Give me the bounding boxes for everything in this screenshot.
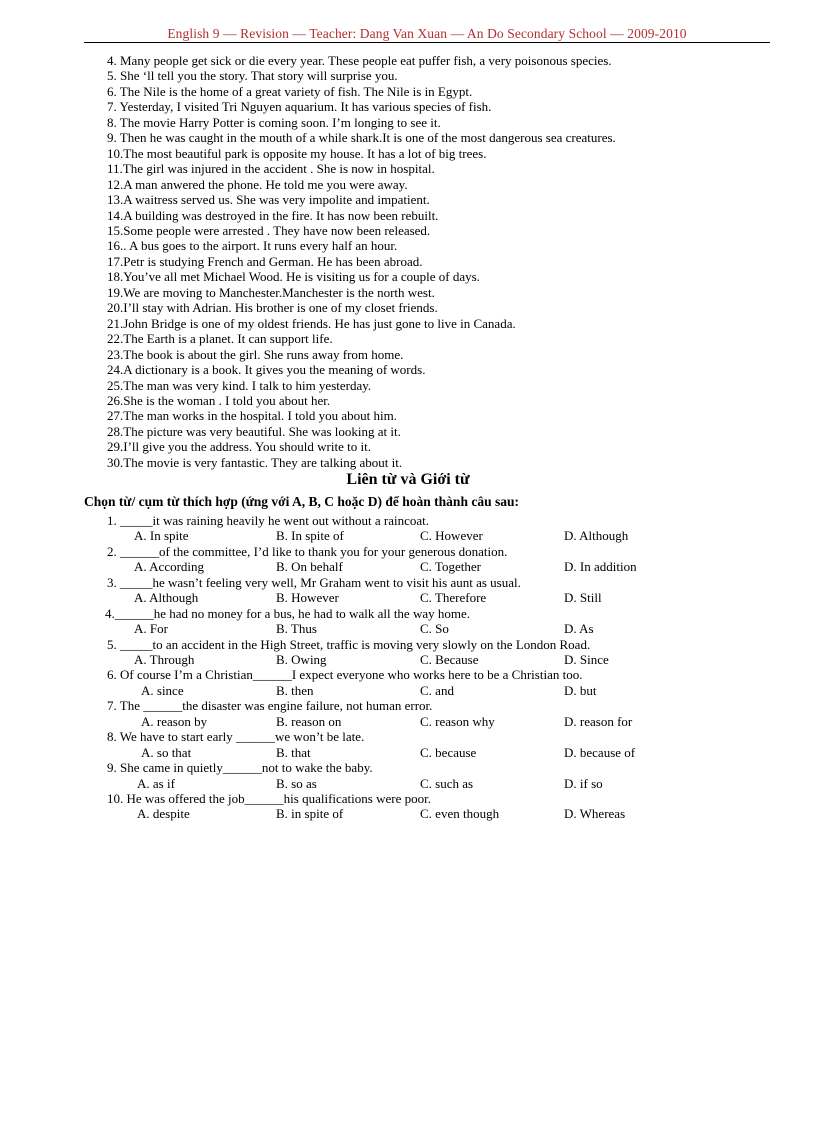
sentence-text: The man was very kind. I talk to him yesterday. xyxy=(123,377,372,393)
sentence-item xyxy=(107,408,616,423)
question-item xyxy=(107,574,602,606)
sentence-number: 22. xyxy=(107,331,124,347)
sentence-item xyxy=(107,146,616,161)
sentence-text: The Earth is a planet. It can support life. xyxy=(123,331,333,347)
question-item xyxy=(107,729,636,760)
sentence-text: She is the woman . I told you about her. xyxy=(123,392,331,408)
sentence-text: The picture was very beautiful. She was looking at it. xyxy=(123,423,401,439)
option-a: A. Although xyxy=(134,590,199,606)
question-options xyxy=(107,713,633,729)
sentence-text: We are moving to Manchester.Manchester is the north west. xyxy=(123,284,435,300)
sentence-text: The girl was injured in the accident . She is now in hospital. xyxy=(122,161,435,177)
sentence-item xyxy=(107,300,616,315)
sentence-text: Yesterday, I visited Tri Nguyen aquarium. It has various species of fish. xyxy=(119,99,492,115)
option-d: D. Since xyxy=(564,652,609,668)
sentence-number: 19. xyxy=(107,284,124,300)
sentence-number: 14. xyxy=(107,207,124,223)
option-a: A. since xyxy=(141,682,184,698)
option-a: A. despite xyxy=(137,806,190,822)
sentence-item xyxy=(107,316,616,331)
sentence-number: 12. xyxy=(107,176,124,192)
sentence-number: 13. xyxy=(107,192,124,208)
option-d: D. reason for xyxy=(564,713,633,729)
question-options xyxy=(107,559,637,575)
option-c: C. such as xyxy=(420,775,474,791)
sentence-item xyxy=(107,192,616,207)
option-c: C. Therefore xyxy=(420,590,487,606)
option-d: D. Although xyxy=(564,528,629,544)
option-c: C. So xyxy=(420,621,449,637)
sentence-text: . A bus goes to the airport. It runs every half an hour. xyxy=(123,238,398,254)
option-a: A. For xyxy=(134,621,168,637)
option-d: D. In addition xyxy=(564,559,637,575)
sentence-text: A building was destroyed in the fire. It has now been rebuilt. xyxy=(123,207,439,223)
sentence-number: 21. xyxy=(107,315,124,331)
section-title: Liên từ và Giới từ xyxy=(346,471,470,488)
sentence-item xyxy=(107,53,616,68)
sentence-item xyxy=(107,177,616,192)
sentence-number: 23. xyxy=(107,346,124,362)
option-c: C. Together xyxy=(420,559,481,575)
question-item xyxy=(107,760,603,791)
option-d: D. Still xyxy=(564,590,602,606)
sentence-text: John Bridge is one of my oldest friends. He has just gone to live in Canada. xyxy=(123,315,516,331)
question-item xyxy=(107,543,637,575)
sentence-text: The book is about the girl. She runs away from home. xyxy=(123,346,404,362)
sentence-number: 10. xyxy=(107,145,124,161)
sentence-text: The most beautiful park is opposite my house. It has a lot of big trees. xyxy=(123,145,487,161)
sentence-text: The movie Harry Potter is coming soon. I’m longing to see it. xyxy=(119,114,441,130)
question-stem: 5. _____to an accident in the High Street, traffic is moving very slowly on the London Road. xyxy=(107,636,591,652)
sentence-number: 8. xyxy=(107,114,117,130)
sentence-item xyxy=(107,347,616,362)
option-d: D. As xyxy=(564,621,594,637)
sentence-number: 17. xyxy=(107,253,124,269)
question-options xyxy=(107,806,626,822)
sentence-item xyxy=(107,378,616,393)
sentence-number: 6. xyxy=(107,83,117,99)
option-b: B. On behalf xyxy=(276,559,343,575)
sentence-number: 5. xyxy=(107,68,117,84)
section-instruction: Chọn từ/ cụm từ thích hợp (ứng với A, B, C hoặc D) để hoàn thành câu sau: xyxy=(84,494,519,509)
option-a: A. Through xyxy=(134,652,195,668)
question-stem: 6. Of course I’m a Christian______I expect everyone who works here to be a Christian too. xyxy=(107,667,583,683)
question-options xyxy=(107,775,603,791)
page-header: English 9 — Revision — Teacher: Dang Van Xuan — An Do Secondary School — 2009-2010 xyxy=(167,26,687,41)
sentence-number: 11. xyxy=(107,161,123,177)
option-b: B. However xyxy=(276,590,339,606)
option-c: C. Because xyxy=(420,652,479,668)
sentence-item xyxy=(107,331,616,346)
sentence-number: 4. xyxy=(107,53,117,68)
sentence-list xyxy=(107,53,616,470)
question-stem: 3. _____he wasn’t feeling very well, Mr Graham went to visit his aunt as usual. xyxy=(107,574,521,590)
sentence-item xyxy=(107,84,616,99)
sentence-text: I’ll stay with Adrian. His brother is one of my closet friends. xyxy=(123,300,438,316)
header-rule xyxy=(84,42,770,43)
sentence-item xyxy=(107,393,616,408)
sentence-text: A dictionary is a book. It gives you the meaning of words. xyxy=(123,362,426,378)
option-d: D. but xyxy=(564,682,597,698)
option-c: C. However xyxy=(420,528,483,544)
question-item xyxy=(107,636,609,668)
option-a: A. so that xyxy=(141,744,192,760)
option-a: A. reason by xyxy=(141,713,208,729)
sentence-item xyxy=(107,115,616,130)
question-options xyxy=(107,528,629,544)
sentence-text: Some people were arrested . They have now been released. xyxy=(123,222,431,238)
question-stem: 1. _____it was raining heavily he went out without a raincoat. xyxy=(107,513,430,528)
sentence-text: I’ll give you the address. You should write to it. xyxy=(123,439,371,455)
option-b: B. In spite of xyxy=(276,528,344,544)
sentence-item xyxy=(107,238,616,253)
question-item xyxy=(107,698,633,729)
option-a: A. In spite xyxy=(134,528,189,544)
question-stem: 2. ______of the committee, I’d like to thank you for your generous donation. xyxy=(107,543,508,559)
sentence-item xyxy=(107,208,616,223)
question-options xyxy=(107,652,609,668)
sentence-number: 25. xyxy=(107,377,124,393)
sentence-text: The Nile is the home of a great variety of fish. The Nile is in Egypt. xyxy=(119,83,473,99)
sentence-text: A waitress served us. She was very impolite and impatient. xyxy=(123,192,430,208)
sentence-number: 24. xyxy=(107,362,124,378)
sentence-text: Then he was caught in the mouth of a while shark.It is one of the most dangerous sea creatures. xyxy=(119,130,616,146)
question-list xyxy=(105,513,637,822)
option-d: D. if so xyxy=(564,775,603,791)
sentence-number: 7. xyxy=(107,99,117,115)
question-stem: 7. The ______the disaster was engine failure, not human error. xyxy=(107,698,433,714)
option-d: D. because of xyxy=(564,744,636,760)
question-options xyxy=(107,744,636,760)
option-b: B. in spite of xyxy=(276,806,344,822)
sentence-item xyxy=(107,130,616,145)
sentence-text: The man works in the hospital. I told you about him. xyxy=(123,408,397,424)
sentence-item xyxy=(107,455,616,470)
sentence-item xyxy=(107,223,616,238)
question-options xyxy=(107,682,597,698)
sentence-text: You’ve all met Michael Wood. He is visiting us for a couple of days. xyxy=(123,269,480,285)
sentence-number: 26. xyxy=(107,392,124,408)
sentence-item xyxy=(107,362,616,377)
sentence-item xyxy=(107,254,616,269)
sentence-item xyxy=(107,285,616,300)
question-options xyxy=(107,621,594,637)
question-item xyxy=(107,667,597,698)
sentence-number: 15. xyxy=(107,222,124,238)
question-stem: 10. He was offered the job______his qualifications were poor. xyxy=(107,791,431,807)
question-stem: 4.______he had no money for a bus, he had to walk all the way home. xyxy=(105,605,470,621)
option-c: C. because xyxy=(420,744,477,760)
sentence-text: A man anwered the phone. He told me you were away. xyxy=(123,176,408,192)
sentence-number: 27. xyxy=(107,408,124,424)
question-stem: 9. She came in quietly______not to wake the baby. xyxy=(107,760,373,776)
question-item xyxy=(105,605,594,637)
sentence-item xyxy=(107,161,616,176)
option-b: B. Thus xyxy=(276,621,317,637)
sentence-item xyxy=(107,68,616,83)
sentence-number: 30. xyxy=(107,454,124,470)
sentence-number: 18. xyxy=(107,269,124,285)
sentence-text: The movie is very fantastic. They are talking about it. xyxy=(123,454,403,470)
sentence-number: 20. xyxy=(107,300,124,316)
sentence-item xyxy=(107,99,616,114)
question-stem: 8. We have to start early ______we won’t be late. xyxy=(107,729,365,745)
sentence-item xyxy=(107,424,616,439)
option-a: A. as if xyxy=(137,775,175,791)
sentence-number: 16. xyxy=(107,238,124,254)
sentence-item xyxy=(107,269,616,284)
sentence-number: 28. xyxy=(107,423,124,439)
option-a: A. According xyxy=(134,559,205,575)
question-item xyxy=(107,791,626,822)
sentence-text: Petr is studying French and German. He has been abroad. xyxy=(123,253,423,269)
option-b: B. so as xyxy=(276,775,317,791)
question-options xyxy=(107,590,602,606)
question-item xyxy=(107,513,629,544)
option-b: B. Owing xyxy=(276,652,327,668)
sentence-number: 9. xyxy=(107,130,117,146)
option-c: C. reason why xyxy=(420,713,495,729)
option-c: C. and xyxy=(420,682,454,698)
sentence-item xyxy=(107,439,616,454)
option-b: B. reason on xyxy=(276,713,342,729)
option-b: B. that xyxy=(276,744,311,760)
sentence-text: Many people get sick or die every year. These people eat puffer fish, a very poisonous species. xyxy=(120,53,612,68)
sentence-text: She ‘ll tell you the story. That story will surprise you. xyxy=(120,68,398,84)
sentence-number: 29. xyxy=(107,439,124,455)
option-d: D. Whereas xyxy=(564,806,626,822)
option-c: C. even though xyxy=(420,806,500,822)
option-b: B. then xyxy=(276,682,314,698)
